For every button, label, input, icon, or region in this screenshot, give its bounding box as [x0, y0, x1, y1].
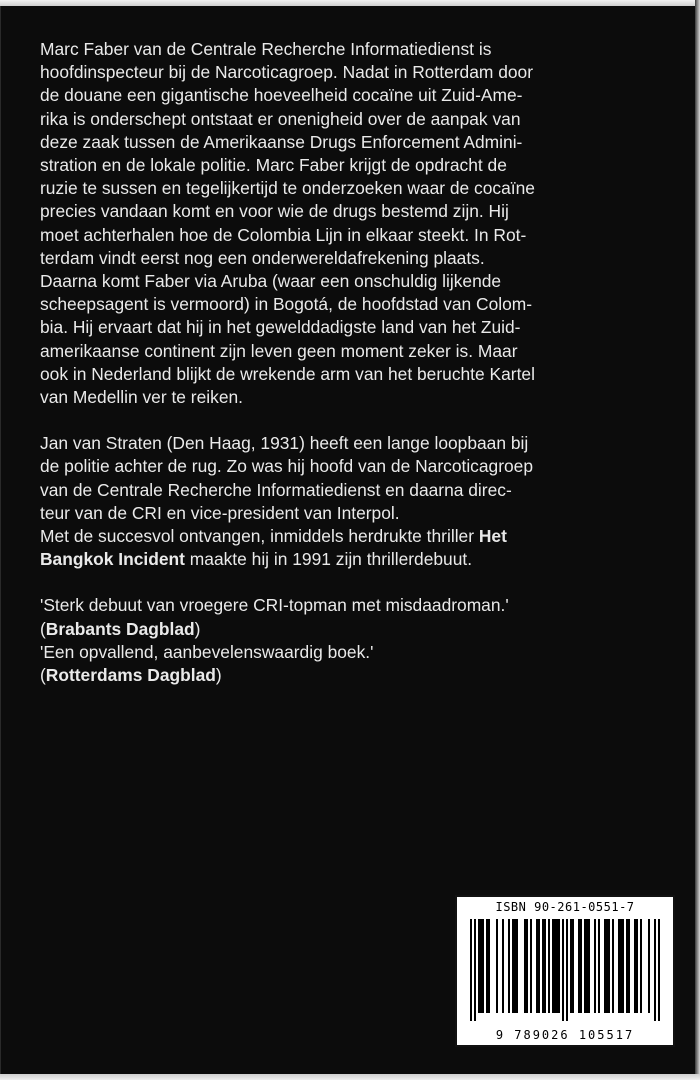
barcode-bar: [588, 919, 590, 1013]
barcode-bar: [482, 919, 484, 1013]
barcode-bar: [562, 919, 564, 1021]
barcode-bar: [508, 919, 510, 1013]
barcode-bar: [538, 919, 540, 1013]
barcode-bar: [526, 919, 528, 1013]
barcode-bar: [654, 919, 656, 1021]
barcode-bar: [620, 919, 622, 1013]
synopsis-line: stration en de lokale politie. Marc Faber krijgt de opdracht de: [40, 155, 507, 176]
barcode-bar: [658, 919, 660, 1021]
barcode-bar: [622, 919, 624, 1013]
synopsis-line: precies vandaan komt en voor wie de drugs bestemd zijn. Hij: [40, 201, 509, 222]
barcode-bar: [530, 919, 532, 1013]
debut-title-part2: Bangkok Incident: [40, 549, 185, 570]
synopsis-line: ruzie te sussen en tegelijkertijd te onderzoeken waar de cocaïne: [40, 178, 535, 199]
barcode-bar: [544, 919, 546, 1013]
synopsis-line: de douane een gigantische hoeveelheid cocaïne uit Zuid-Ame-: [40, 85, 523, 106]
synopsis-paragraph: [40, 38, 665, 409]
barcode-bar: [516, 919, 518, 1013]
review-quote: 'Een opvallend, aanbevelenswaardig boek.': [40, 641, 374, 662]
barcode-bar: [594, 919, 596, 1013]
barcode-bar: [488, 919, 490, 1013]
barcode-bar: [486, 919, 488, 1013]
review-source-name: Rotterdams Dagblad: [45, 665, 216, 686]
barcode-bar: [548, 919, 550, 1013]
synopsis-line: van Medellin ver te reiken.: [40, 387, 243, 408]
bio-line: Jan van Straten (Den Haag, 1931) heeft een lange loopbaan bij: [40, 433, 529, 454]
barcode-bar: [480, 919, 482, 1013]
barcode-bar: [514, 919, 516, 1013]
synopsis-line: moet achterhalen hoe de Colombia Lijn in elkaar steekt. In Rot-: [40, 224, 527, 245]
barcode-bar: [580, 919, 582, 1013]
review-source: (Rotterdams Dagblad): [40, 665, 222, 686]
synopsis-line: deze zaak tussen de Amerikaanse Drugs Enforcement Admini-: [40, 131, 523, 152]
review-source-name: Brabants Dagblad: [45, 618, 195, 639]
author-bio-paragraph: [40, 432, 665, 571]
bio-line: van de Centrale Recherche Informatiedienst en daarna direc-: [40, 479, 512, 500]
barcode-bar: [572, 919, 574, 1013]
isbn-label: ISBN 90-261-0551-7: [495, 900, 635, 914]
review-quote: 'Sterk debuut van vroegere CRI-topman met misdaadroman.': [40, 595, 509, 616]
barcode-bar: [604, 919, 606, 1013]
back-cover-text: [40, 38, 665, 687]
barcode-bar: [618, 919, 620, 1013]
barcode-bar: [598, 919, 600, 1013]
barcode-bar: [524, 919, 526, 1013]
top-edge: [0, 0, 700, 6]
barcode-bar: [502, 919, 504, 1013]
barcode-bar: [626, 919, 628, 1013]
barcode-bar: [570, 919, 572, 1013]
bottom-edge: [0, 1074, 700, 1080]
barcode-bar: [606, 919, 608, 1013]
bio-line: de politie achter de rug. Zo was hij hoofd van de Narcoticagroep: [40, 456, 534, 477]
barcode-bar: [470, 919, 472, 1021]
synopsis-line: amerikaanse continent zijn leven geen moment zeker is. Maar: [40, 340, 518, 361]
synopsis-line: rika is onderschept ontstaat er onenigheid over de aanpak van: [40, 108, 521, 129]
barcode-bar: [640, 919, 642, 1013]
barcode-bar: [636, 919, 638, 1013]
debut-prefix: Met de succesvol ontvangen, inmiddels herdrukte thriller: [40, 526, 479, 547]
barcode-bar: [542, 919, 544, 1013]
barcode-bar: [552, 919, 554, 1013]
barcode-bar: [554, 919, 556, 1013]
barcode-bar: [578, 919, 580, 1013]
synopsis-line: ook in Nederland blijkt de wrekende arm van het beruchte Kartel: [40, 363, 535, 384]
ean-digits: 9 789026 105517: [495, 1028, 635, 1042]
debut-title-part1: Het: [478, 526, 507, 547]
barcode-bar: [612, 919, 614, 1013]
barcode-bar: [556, 919, 558, 1013]
barcode-bar: [628, 919, 630, 1013]
barcode-bar: [474, 919, 476, 1021]
synopsis-line: Marc Faber van de Centrale Recherche Informatiedienst is: [40, 39, 492, 59]
synopsis-line: hoofdinspecteur bij de Narcoticagroep. Nadat in Rotterdam door: [40, 62, 534, 83]
synopsis-line: terdam vindt eerst nog een onderwereldafrekening plaats.: [40, 247, 485, 268]
synopsis-line: Daarna komt Faber via Aruba (waar een onschuldig lijkende: [40, 271, 502, 292]
barcode: [463, 919, 667, 1021]
barcode-bar: [558, 919, 560, 1013]
isbn-barcode-box: [455, 895, 675, 1047]
synopsis-line: bia. Hij ervaart dat hij in het gewelddadigste land van het Zuid-: [40, 317, 521, 338]
barcode-bar: [478, 919, 480, 1013]
barcode-bar: [586, 919, 588, 1013]
barcode-bar: [512, 919, 514, 1013]
barcode-bar: [536, 919, 538, 1013]
barcode-bar: [634, 919, 636, 1013]
barcode-bar: [608, 919, 610, 1013]
barcode-bar: [566, 919, 568, 1021]
spine-edge: [695, 0, 700, 1080]
reviews-block: [40, 594, 665, 687]
barcode-bar: [584, 919, 586, 1013]
barcode-bar: [648, 919, 650, 1013]
synopsis-line: scheepsagent is vermoord) in Bogotá, de hoofdstad van Colom-: [40, 294, 533, 315]
debut-suffix: maakte hij in 1991 zijn thrillerdebuut.: [184, 549, 473, 570]
review-source: (Brabants Dagblad): [40, 618, 201, 639]
barcode-bar: [496, 919, 498, 1013]
bio-line: teur van de CRI en vice-president van Interpol.: [40, 502, 400, 523]
